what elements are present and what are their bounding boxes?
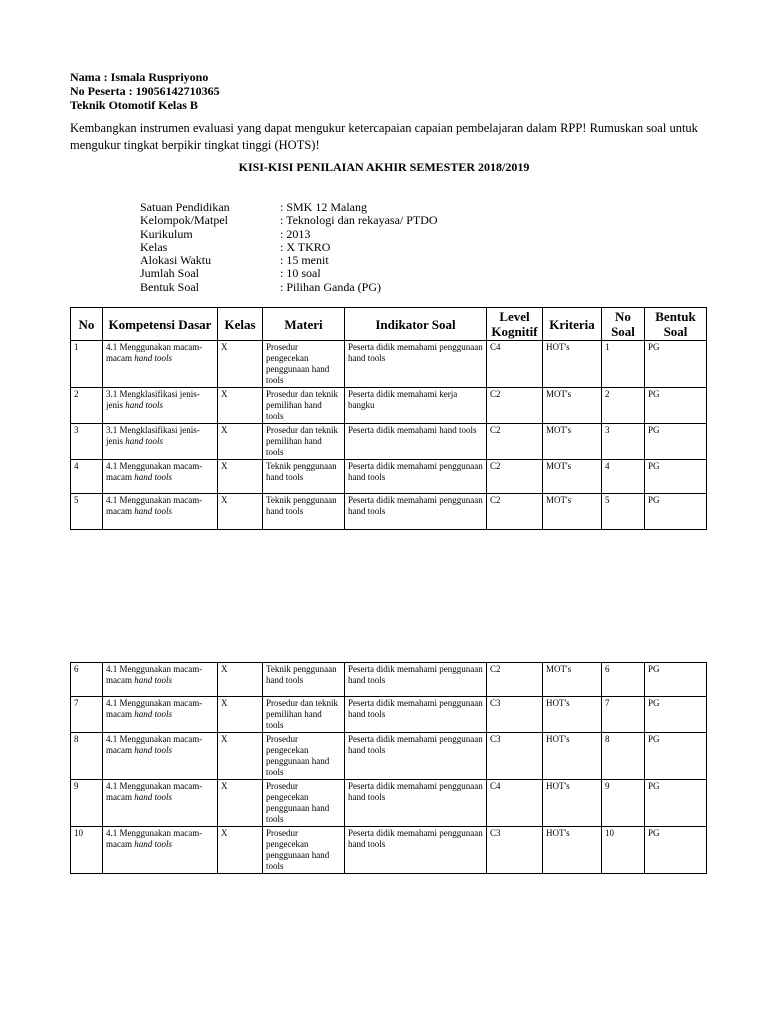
cell-kriteria: HOT's: [543, 341, 602, 388]
instruction-paragraph: Kembangkan instrumen evaluasi yang dapat mengukur ketercapaian capaian pembelajaran dalam RPP! Rumuskan soal untuk mengukur tingkat berpikir tingkat tinggi (HOTS)!: [70, 121, 698, 152]
cell-indikator: Peserta didik memahami penggunaan hand tools: [345, 827, 487, 874]
identity-value: : 2013: [280, 226, 311, 241]
kd-italic: hand tools: [134, 709, 173, 719]
cell-no: 9: [71, 780, 103, 827]
kd-italic: hand tools: [134, 792, 173, 802]
grid-table-page-2: [70, 662, 707, 874]
kd-italic: hand tools: [125, 400, 164, 410]
cell-kompetensi: [103, 388, 218, 424]
kd-text: 3.1 Mengklasifikasi jenis-jenis: [106, 389, 200, 410]
col-header-nosoal: No Soal: [602, 308, 645, 341]
cell-level: C4: [487, 341, 543, 388]
cell-kriteria: HOT's: [543, 733, 602, 780]
cell-bentuk: PG: [645, 424, 707, 460]
cell-bentuk: PG: [645, 733, 707, 780]
table-row: [71, 388, 707, 424]
cell-materi: Prosedur dan teknik pemilihan hand tools: [263, 697, 345, 733]
cell-kriteria: HOT's: [543, 697, 602, 733]
cell-materi: Teknik penggunaan hand tools: [263, 460, 345, 494]
cell-level: C2: [487, 494, 543, 530]
cell-kelas: X: [218, 827, 263, 874]
identity-label: Bentuk Soal: [140, 279, 199, 294]
cell-kriteria: MOT's: [543, 388, 602, 424]
cell-indikator: Peserta didik memahami penggunaan hand tools: [345, 733, 487, 780]
cell-indikator: Peserta didik memahami penggunaan hand tools: [345, 697, 487, 733]
cell-materi: Prosedur dan teknik pemilihan hand tools: [263, 424, 345, 460]
cell-kelas: X: [218, 341, 263, 388]
cell-kriteria: MOT's: [543, 494, 602, 530]
cell-level: C2: [487, 388, 543, 424]
cell-kelas: X: [218, 460, 263, 494]
cell-indikator: Peserta didik memahami kerja bangku: [345, 388, 487, 424]
col-header-kompetensi: Kompetensi Dasar: [103, 308, 218, 341]
cell-kriteria: HOT's: [543, 780, 602, 827]
identity-label: Kurikulum: [140, 226, 193, 241]
cell-kelas: X: [218, 663, 263, 697]
cell-kompetensi: [103, 460, 218, 494]
cell-kompetensi: [103, 424, 218, 460]
cell-bentuk: PG: [645, 663, 707, 697]
student-name: Nama : Ismala Ruspriyono: [70, 70, 209, 84]
kd-text: 4.1 Menggunakan macam-macam: [106, 664, 203, 685]
identity-row: [140, 214, 438, 227]
kd-text: 4.1 Menggunakan macam-macam: [106, 342, 203, 363]
cell-kompetensi: [103, 663, 218, 697]
cell-bentuk: PG: [645, 494, 707, 530]
kd-text: 3.1 Mengklasifikasi jenis-jenis: [106, 425, 200, 446]
kd-text: 4.1 Menggunakan macam-macam: [106, 828, 203, 849]
cell-bentuk: PG: [645, 697, 707, 733]
kd-text: 4.1 Menggunakan macam-macam: [106, 734, 203, 755]
table-row: [71, 827, 707, 874]
identity-value: : SMK 12 Malang: [280, 200, 367, 214]
cell-kelas: X: [218, 424, 263, 460]
kd-text: 4.1 Menggunakan macam-macam: [106, 781, 203, 802]
kd-italic: hand tools: [134, 839, 173, 849]
table-row: [71, 733, 707, 780]
table-row: [71, 460, 707, 494]
table-row: [71, 341, 707, 388]
kd-italic: hand tools: [134, 506, 173, 516]
cell-level: C2: [487, 424, 543, 460]
cell-nosoal: 8: [602, 733, 645, 780]
cell-kelas: X: [218, 494, 263, 530]
cell-bentuk: PG: [645, 388, 707, 424]
kd-italic: hand tools: [134, 675, 173, 685]
identity-label: Jumlah Soal: [140, 266, 199, 281]
kd-italic: hand tools: [134, 745, 173, 755]
cell-nosoal: 5: [602, 494, 645, 530]
identity-row: [140, 241, 438, 254]
identity-value: : Teknologi dan rekayasa/ PTDO: [280, 213, 438, 228]
identity-block: [140, 201, 438, 294]
cell-kompetensi: [103, 827, 218, 874]
cell-materi: Prosedur pengecekan penggunaan hand tools: [263, 780, 345, 827]
col-header-kelas: Kelas: [218, 308, 263, 341]
cell-nosoal: 9: [602, 780, 645, 827]
cell-kompetensi: [103, 494, 218, 530]
cell-level: C3: [487, 697, 543, 733]
cell-materi: Teknik penggunaan hand tools: [263, 663, 345, 697]
cell-nosoal: 1: [602, 341, 645, 388]
col-header-no: No: [71, 308, 103, 341]
identity-label: Kelompok/Matpel: [140, 213, 228, 228]
cell-no: 5: [71, 494, 103, 530]
cell-kriteria: MOT's: [543, 460, 602, 494]
kd-text: 4.1 Menggunakan macam-macam: [106, 698, 203, 719]
cell-nosoal: 6: [602, 663, 645, 697]
cell-level: C4: [487, 780, 543, 827]
kd-text: 4.1 Menggunakan macam-macam: [106, 461, 203, 482]
identity-row: [140, 254, 438, 267]
cell-materi: Prosedur pengecekan penggunaan hand tools: [263, 827, 345, 874]
identity-row: [140, 201, 438, 214]
cell-no: 4: [71, 460, 103, 494]
cell-materi: Prosedur pengecekan penggunaan hand tools: [263, 341, 345, 388]
cell-kriteria: HOT's: [543, 827, 602, 874]
cell-no: 8: [71, 733, 103, 780]
cell-kelas: X: [218, 780, 263, 827]
kd-italic: hand tools: [134, 472, 173, 482]
cell-kompetensi: [103, 341, 218, 388]
table-row: [71, 780, 707, 827]
identity-row: [140, 267, 438, 280]
cell-bentuk: PG: [645, 827, 707, 874]
cell-nosoal: 2: [602, 388, 645, 424]
kd-italic: hand tools: [134, 353, 173, 363]
col-header-kriteria: Kriteria: [543, 308, 602, 341]
cell-indikator: Peserta didik memahami penggunaan hand tools: [345, 780, 487, 827]
class-info: Teknik Otomotif Kelas B: [70, 98, 198, 112]
table-row: [71, 494, 707, 530]
identity-row: [140, 228, 438, 241]
kd-text: 4.1 Menggunakan macam-macam: [106, 495, 203, 516]
identity-label: Kelas: [140, 239, 168, 254]
cell-no: 2: [71, 388, 103, 424]
col-header-bentuk: Bentuk Soal: [645, 308, 707, 341]
cell-no: 3: [71, 424, 103, 460]
identity-value: : X TKRO: [280, 239, 331, 254]
cell-kriteria: MOT's: [543, 663, 602, 697]
identity-value: : Pilihan Ganda (PG): [280, 279, 381, 294]
cell-bentuk: PG: [645, 780, 707, 827]
cell-kompetensi: [103, 733, 218, 780]
identity-value: : 15 menit: [280, 253, 329, 268]
cell-materi: Teknik penggunaan hand tools: [263, 494, 345, 530]
cell-level: C3: [487, 827, 543, 874]
col-header-level: Level Kognitif: [487, 308, 543, 341]
cell-no: 1: [71, 341, 103, 388]
cell-kompetensi: [103, 780, 218, 827]
cell-no: 7: [71, 697, 103, 733]
document-title: KISI-KISI PENILAIAN AKHIR SEMESTER 2018/2019: [238, 160, 530, 174]
cell-materi: Prosedur dan teknik pemilihan hand tools: [263, 388, 345, 424]
cell-kriteria: MOT's: [543, 424, 602, 460]
cell-indikator: Peserta didik memahami hand tools: [345, 424, 487, 460]
grid-table-page-1: [70, 307, 707, 530]
cell-level: C2: [487, 460, 543, 494]
cell-indikator: Peserta didik memahami penggunaan hand tools: [345, 663, 487, 697]
cell-nosoal: 4: [602, 460, 645, 494]
table-row: [71, 424, 707, 460]
cell-materi: Prosedur pengecekan penggunaan hand tools: [263, 733, 345, 780]
col-header-materi: Materi: [263, 308, 345, 341]
cell-nosoal: 10: [602, 827, 645, 874]
cell-kelas: X: [218, 388, 263, 424]
cell-nosoal: 7: [602, 697, 645, 733]
cell-no: 6: [71, 663, 103, 697]
cell-level: C2: [487, 663, 543, 697]
cell-nosoal: 3: [602, 424, 645, 460]
cell-bentuk: PG: [645, 460, 707, 494]
identity-label: Satuan Pendidikan: [140, 200, 230, 214]
cell-kelas: X: [218, 697, 263, 733]
kd-italic: hand tools: [125, 436, 164, 446]
cell-indikator: Peserta didik memahami penggunaan hand tools: [345, 341, 487, 388]
cell-kelas: X: [218, 733, 263, 780]
identity-value: : 10 soal: [280, 266, 321, 281]
identity-row: [140, 281, 438, 294]
identity-label: Alokasi Waktu: [140, 253, 212, 268]
cell-indikator: Peserta didik memahami penggunaan hand tools: [345, 460, 487, 494]
cell-kompetensi: [103, 697, 218, 733]
table-row: [71, 663, 707, 697]
cell-bentuk: PG: [645, 341, 707, 388]
participant-number: No Peserta : 19056142710365: [70, 84, 220, 98]
table-row: [71, 697, 707, 733]
cell-level: C3: [487, 733, 543, 780]
cell-indikator: Peserta didik memahami penggunaan hand tools: [345, 494, 487, 530]
cell-no: 10: [71, 827, 103, 874]
col-header-indikator: Indikator Soal: [345, 308, 487, 341]
table-header-row: [71, 308, 707, 341]
